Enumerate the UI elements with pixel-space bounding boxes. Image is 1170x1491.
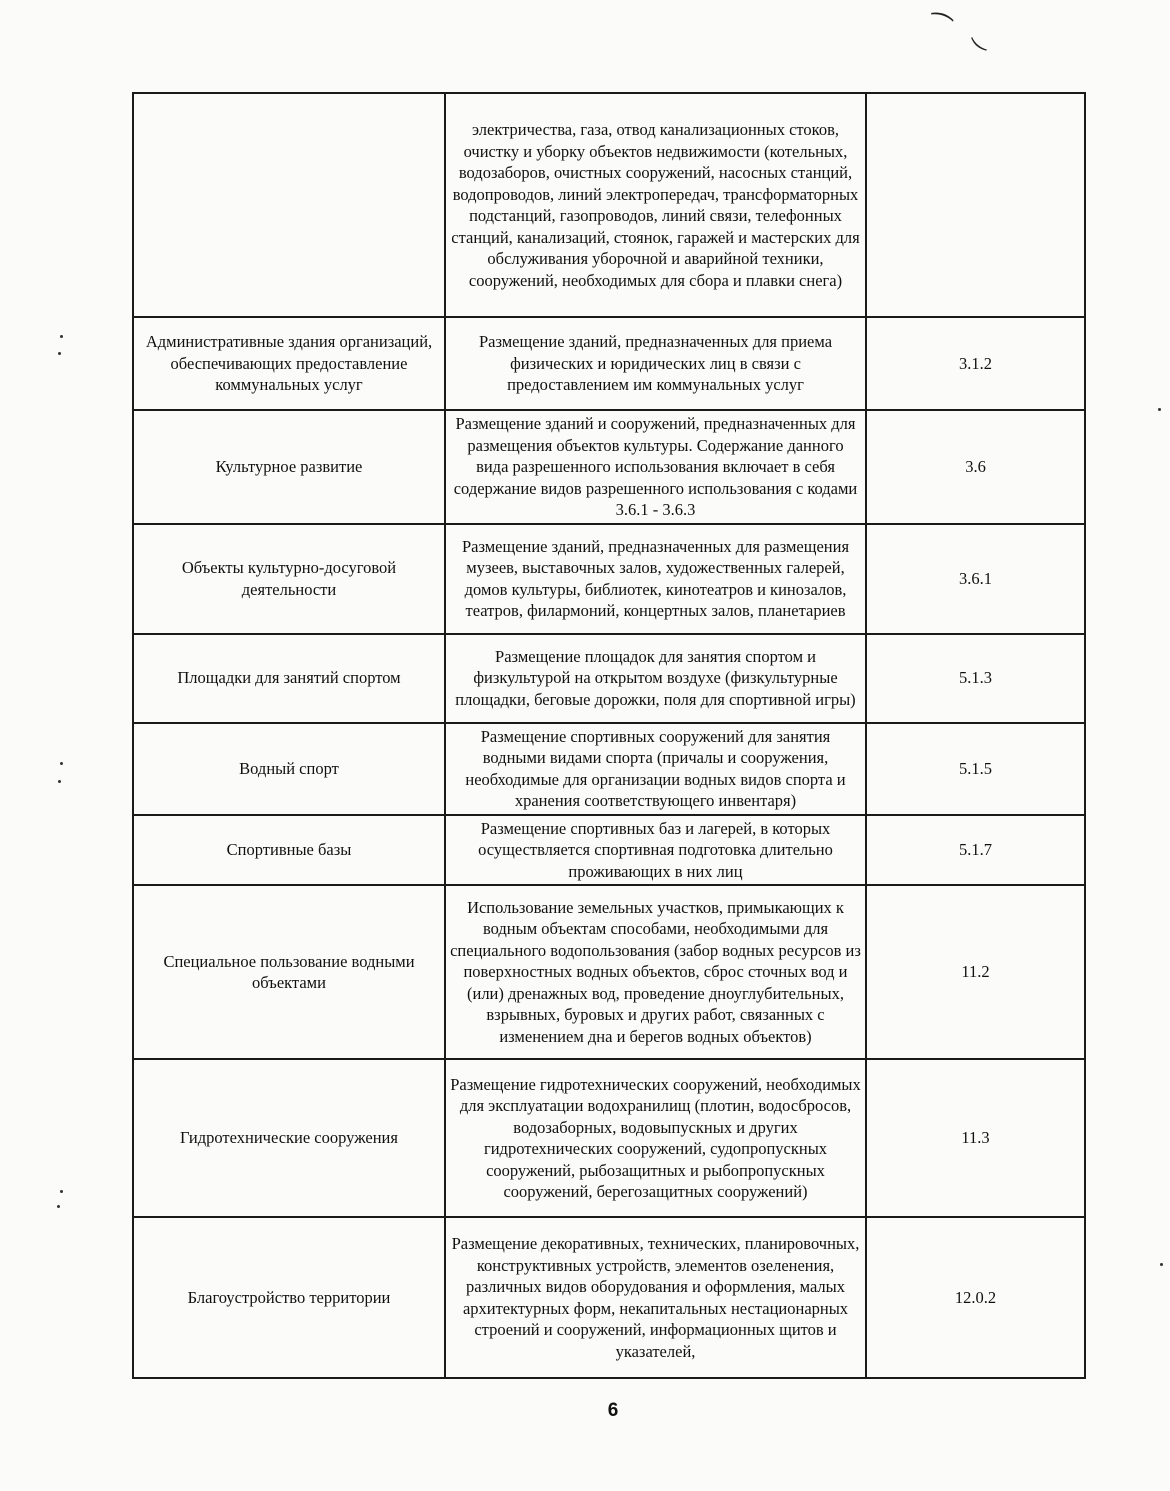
- scan-speck: [1160, 1263, 1163, 1266]
- use-type-description: Размещение зданий, предназначенных для приема физических и юридических лиц в связи с предоставлением им коммунальных услуг: [445, 317, 866, 410]
- use-type-code: [866, 93, 1085, 317]
- use-type-name: Спортивные базы: [133, 815, 445, 886]
- scan-speck: [57, 1205, 60, 1208]
- table-row: [133, 885, 1085, 1059]
- use-type-code: 11.3: [866, 1059, 1085, 1217]
- use-type-description: Размещение декоративных, технических, планировочных, конструктивных устройств, элементов озеленения, различных видов оборудования и оформления, малых архитектурных форм, некапитальных нестационарных строений и сооружений, информационных щитов и указателей,: [445, 1217, 866, 1378]
- use-type-code: 5.1.3: [866, 634, 1085, 723]
- use-type-name: Водный спорт: [133, 723, 445, 815]
- table-row: [133, 815, 1085, 886]
- use-type-code: 3.6.1: [866, 524, 1085, 634]
- use-type-description: Использование земельных участков, примыкающих к водным объектам способами, необходимыми для специального водопользования (забор водных ресурсов из поверхностных водных объектов, сброс сточных вод и (или) дренажных вод, проведение дноуглубительных, взрывных, буровых и других работ, связанных с изменением дна и берегов водных объектов): [445, 885, 866, 1059]
- table-row: [133, 410, 1085, 524]
- use-type-name: Объекты культурно-досуговой деятельности: [133, 524, 445, 634]
- use-type-name: Гидротехнические сооружения: [133, 1059, 445, 1217]
- use-type-code: 5.1.7: [866, 815, 1085, 886]
- use-type-code: 11.2: [866, 885, 1085, 1059]
- scan-speck: [60, 1190, 63, 1193]
- use-type-description: Размещение спортивных баз и лагерей, в которых осуществляется спортивная подготовка длительно проживающих в них лиц: [445, 815, 866, 886]
- pen-mark: ‿: [970, 21, 1000, 52]
- use-type-code: 12.0.2: [866, 1217, 1085, 1378]
- table-row: [133, 1217, 1085, 1378]
- use-type-code: 3.6: [866, 410, 1085, 524]
- scan-speck: [60, 335, 63, 338]
- use-type-name: Благоустройство территории: [133, 1217, 445, 1378]
- use-type-code: 5.1.5: [866, 723, 1085, 815]
- use-type-name: Специальное пользование водными объектами: [133, 885, 445, 1059]
- use-type-description: Размещение гидротехнических сооружений, необходимых для эксплуатации водохранилищ (плотин, водосбросов, водозаборных, водовыпускных и других гидротехнических сооружений, судопропускных сооружений, рыбозащитных и рыбопропускных сооружений, берегозащитных сооружений): [445, 1059, 866, 1217]
- use-type-name: Площадки для занятий спортом: [133, 634, 445, 723]
- use-type-description: электричества, газа, отвод канализационных стоков, очистку и уборку объектов недвижимости (котельных, водозаборов, очистных сооружений, насосных станций, водопроводов, линий электропередач, трансформаторных подстанций, газопроводов, линий связи, телефонных станций, канализаций, стоянок, гаражей и мастерских для обслуживания уборочной и аварийной техники, сооружений, необходимых для сбора и плавки снега): [445, 93, 866, 317]
- scan-speck: [60, 762, 63, 765]
- table-row: [133, 524, 1085, 634]
- scan-speck: [58, 780, 61, 783]
- table-row: [133, 723, 1085, 815]
- use-type-name: Административные здания организаций, обеспечивающих предоставление коммунальных услуг: [133, 317, 445, 410]
- table-row: [133, 634, 1085, 723]
- use-type-name: Культурное развитие: [133, 410, 445, 524]
- use-type-description: Размещение спортивных сооружений для занятия водными видами спорта (причалы и сооружения, необходимые для организации водных видов спорта и хранения соответствующего инвентаря): [445, 723, 866, 815]
- scan-speck: [1158, 408, 1161, 411]
- pen-mark: ⁀: [924, 11, 954, 46]
- land-use-table: [132, 92, 1086, 1379]
- table-row: [133, 317, 1085, 410]
- table-row: [133, 1059, 1085, 1217]
- use-type-description: Размещение площадок для занятия спортом и физкультурой на открытом воздухе (физкультурные площадки, беговые дорожки, поля для спортивной игры): [445, 634, 866, 723]
- use-type-name: [133, 93, 445, 317]
- use-type-description: Размещение зданий и сооружений, предназначенных для размещения объектов культуры. Содержание данного вида разрешенного использования включает в себя содержание видов разрешенного использования с кодами 3.6.1 - 3.6.3: [445, 410, 866, 524]
- table-row: [133, 93, 1085, 317]
- use-type-description: Размещение зданий, предназначенных для размещения музеев, выставочных залов, художественных галерей, домов культуры, библиотек, кинотеатров и кинозалов, театров, филармоний, концертных залов, планетариев: [445, 524, 866, 634]
- scan-speck: [58, 352, 61, 355]
- page-number: 6: [607, 1400, 619, 1421]
- use-type-code: 3.1.2: [866, 317, 1085, 410]
